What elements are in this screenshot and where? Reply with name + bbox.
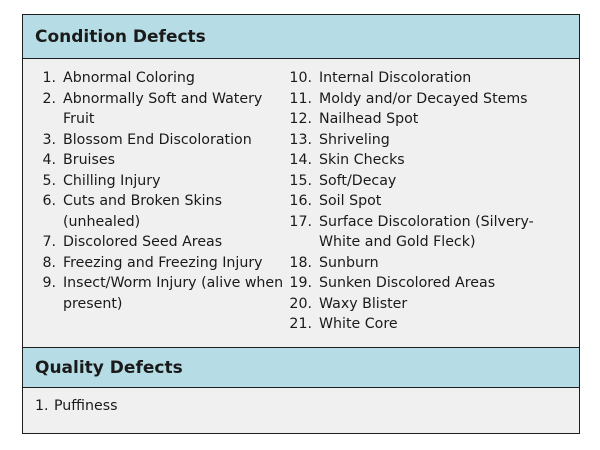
item-text: Skin Checks bbox=[319, 152, 405, 168]
list-item bbox=[283, 294, 573, 315]
item-text: Soil Spot bbox=[319, 193, 382, 209]
item-number: 7. bbox=[42, 234, 56, 250]
item-number: 16. bbox=[289, 193, 312, 209]
item-number: 6. bbox=[42, 193, 56, 209]
item-number: 17. bbox=[289, 213, 312, 230]
list-item bbox=[35, 273, 285, 314]
item-number: 9. bbox=[42, 275, 56, 291]
item-number: 21. bbox=[289, 316, 312, 332]
item-text: Abnormal Coloring bbox=[63, 70, 195, 86]
item-number: 3. bbox=[42, 131, 56, 148]
list-item bbox=[283, 273, 573, 294]
item-number: 1. bbox=[42, 70, 56, 86]
item-text: Moldy and/or Decayed Stems bbox=[319, 90, 528, 107]
list-item bbox=[283, 314, 573, 335]
list-item bbox=[35, 191, 285, 232]
condition-defects-right-column bbox=[283, 68, 573, 335]
quality-defects-header bbox=[23, 347, 579, 388]
list-item bbox=[35, 232, 285, 253]
list-item bbox=[283, 68, 573, 89]
item-text: Puffiness bbox=[54, 398, 118, 414]
quality-defects-body bbox=[23, 388, 579, 433]
item-text: Surface Discoloration (Silvery-White and Gold Fleck) bbox=[319, 213, 534, 250]
item-number: 19. bbox=[289, 275, 312, 291]
quality-defects-title: Quality Defects bbox=[35, 357, 183, 378]
item-number: 2. bbox=[42, 90, 56, 107]
item-text: Sunken Discolored Areas bbox=[319, 275, 496, 291]
list-item bbox=[35, 130, 285, 151]
item-text: Blossom End Discoloration bbox=[63, 131, 252, 148]
list-item bbox=[35, 89, 285, 130]
item-text: Internal Discoloration bbox=[319, 70, 472, 86]
item-number: 12. bbox=[289, 111, 312, 127]
item-text: Nailhead Spot bbox=[319, 111, 419, 127]
item-number: 14. bbox=[289, 152, 312, 168]
item-number: 13. bbox=[289, 131, 312, 148]
item-number: 5. bbox=[42, 172, 56, 189]
item-number: 11. bbox=[289, 90, 312, 107]
list-item bbox=[283, 89, 573, 110]
item-text: Shriveling bbox=[319, 131, 390, 148]
condition-defects-body bbox=[23, 59, 579, 347]
item-number: 20. bbox=[289, 295, 312, 312]
item-number: 4. bbox=[42, 152, 56, 168]
condition-defects-left-column bbox=[35, 68, 285, 314]
list-item bbox=[35, 253, 285, 274]
list-item bbox=[283, 191, 573, 212]
item-text: Waxy Blister bbox=[319, 295, 408, 312]
list-item bbox=[283, 150, 573, 171]
item-text: Sunburn bbox=[319, 254, 379, 271]
item-number: 1. bbox=[35, 398, 49, 414]
list-item bbox=[23, 396, 579, 417]
list-item bbox=[283, 109, 573, 130]
item-number: 18. bbox=[289, 254, 312, 271]
condition-defects-header bbox=[23, 15, 579, 59]
list-item bbox=[283, 253, 573, 274]
condition-defects-title: Condition Defects bbox=[35, 26, 206, 47]
item-number: 15. bbox=[289, 172, 312, 189]
item-text: Discolored Seed Areas bbox=[63, 234, 223, 250]
item-number: 10. bbox=[289, 70, 312, 86]
list-item bbox=[35, 171, 285, 192]
item-text: Chilling Injury bbox=[63, 172, 161, 189]
defects-table bbox=[22, 14, 580, 434]
item-text: Cuts and Broken Skins (unhealed) bbox=[63, 193, 222, 230]
item-number: 8. bbox=[42, 254, 56, 271]
item-text: Bruises bbox=[63, 152, 116, 168]
list-item bbox=[35, 150, 285, 171]
item-text: Abnormally Soft and Watery Fruit bbox=[63, 90, 263, 127]
list-item bbox=[283, 130, 573, 151]
item-text: Soft/Decay bbox=[319, 172, 397, 189]
list-item bbox=[283, 212, 573, 253]
item-text: Insect/Worm Injury (alive when present) bbox=[63, 275, 284, 312]
item-text: White Core bbox=[319, 316, 398, 332]
item-text: Freezing and Freezing Injury bbox=[63, 254, 263, 271]
list-item bbox=[283, 171, 573, 192]
list-item bbox=[35, 68, 285, 89]
